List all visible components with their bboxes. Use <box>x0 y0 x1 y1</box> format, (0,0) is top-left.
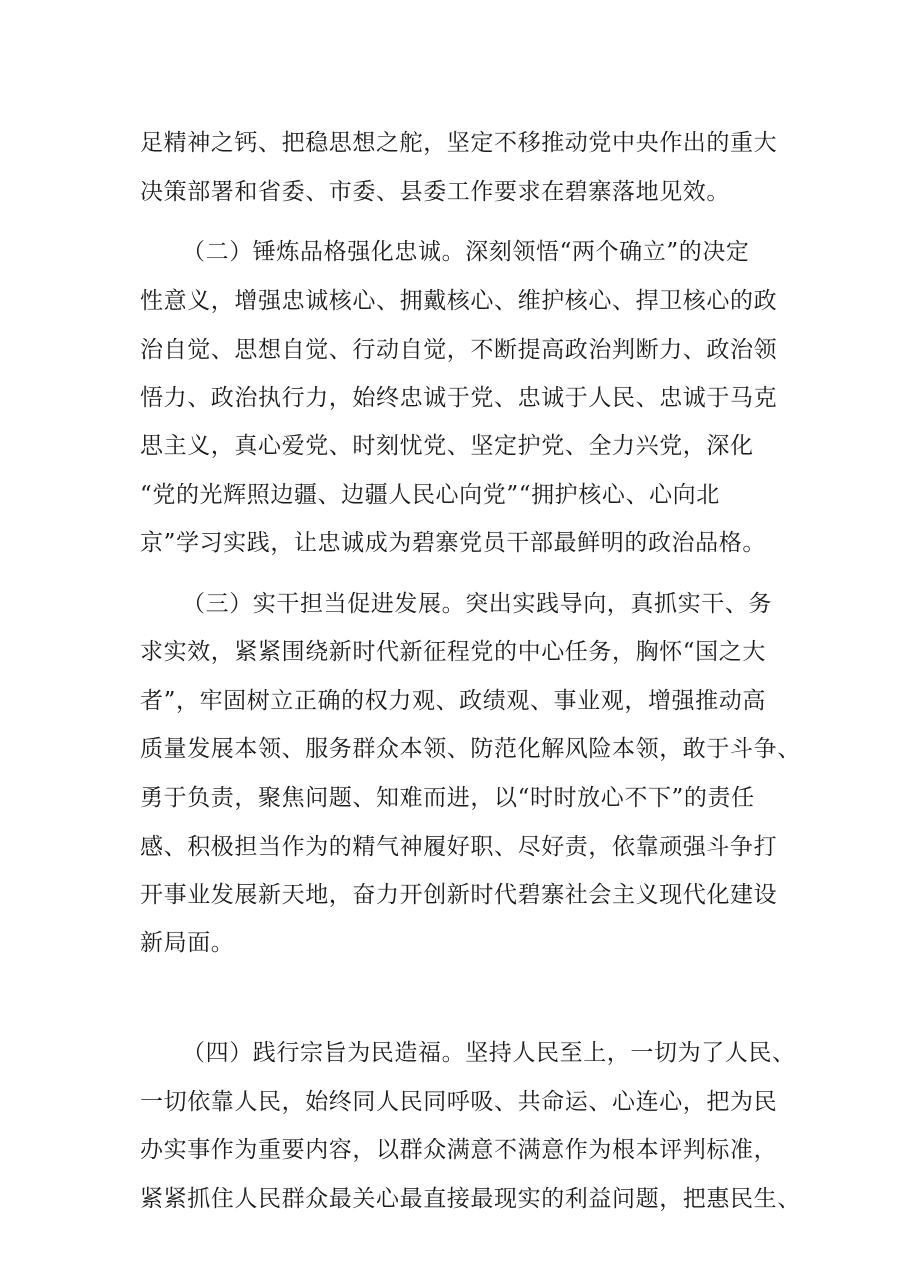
text-line: 开事业发展新天地，奋力开创新时代碧寨社会主义现代化建设 <box>140 882 778 908</box>
section-heading-line: （三）实干担当促进发展。突出实践导向，真抓实干、务 <box>182 591 772 617</box>
text-line: 决策部署和省委、市委、县委工作要求在碧寨落地见效。 <box>140 179 730 205</box>
text-line: 足精神之钙、把稳思想之舵，坚定不移推动党中央作出的重大 <box>140 130 778 156</box>
text-line: 紧紧抓住人民群众最关心最直接最现实的利益问题，把惠民生、 <box>140 1186 801 1212</box>
section-heading-line: （二）锤炼品格强化忠诚。深刻领悟“两个确立”的决定 <box>182 239 750 265</box>
text-line: 感、积极担当作为的精气神履好职、尽好责，依靠顽强斗争打 <box>140 834 778 860</box>
text-line: 者”，牢固树立正确的权力观、政绩观、事业观，增强推动高 <box>140 688 766 714</box>
text-line: 勇于负责，聚焦问题、知难而进，以“时时放心不下”的责任 <box>140 785 755 811</box>
text-line: 一切依靠人民，始终同人民同呼吸、共命运、心连心，把为民 <box>140 1089 778 1115</box>
text-line: 新局面。 <box>140 930 235 956</box>
text-line: 求实效，紧紧围绕新时代新征程党的中心任务，胸怀“国之大 <box>140 639 766 665</box>
text-line: 性意义，增强忠诚核心、拥戴核心、维护核心、捍卫核心的政 <box>140 288 778 314</box>
section-heading-line: （四）践行宗旨为民造福。坚持人民至上，一切为了人民、 <box>182 1040 796 1066</box>
text-line: 悟力、政治执行力，始终忠诚于党、忠诚于人民、忠诚于马克 <box>140 385 778 411</box>
text-line: 京”学习实践，让忠诚成为碧寨党员干部最鲜明的政治品格。 <box>140 530 766 556</box>
text-line: “党的光辉照边疆、边疆人民心向党”“拥护核心、心向北 <box>140 482 720 508</box>
text-line: 办实事作为重要内容，以群众满意不满意作为根本评判标准， <box>140 1137 778 1163</box>
text-line: 治自觉、思想自觉、行动自觉，不断提高政治判断力、政治领 <box>140 337 778 363</box>
text-line: 质量发展本领、服务群众本领、防范化解风险本领，敢于斗争、 <box>140 736 801 762</box>
text-line: 思主义，真心爱党、时刻忧党、坚定护党、全力兴党，深化 <box>140 433 754 459</box>
